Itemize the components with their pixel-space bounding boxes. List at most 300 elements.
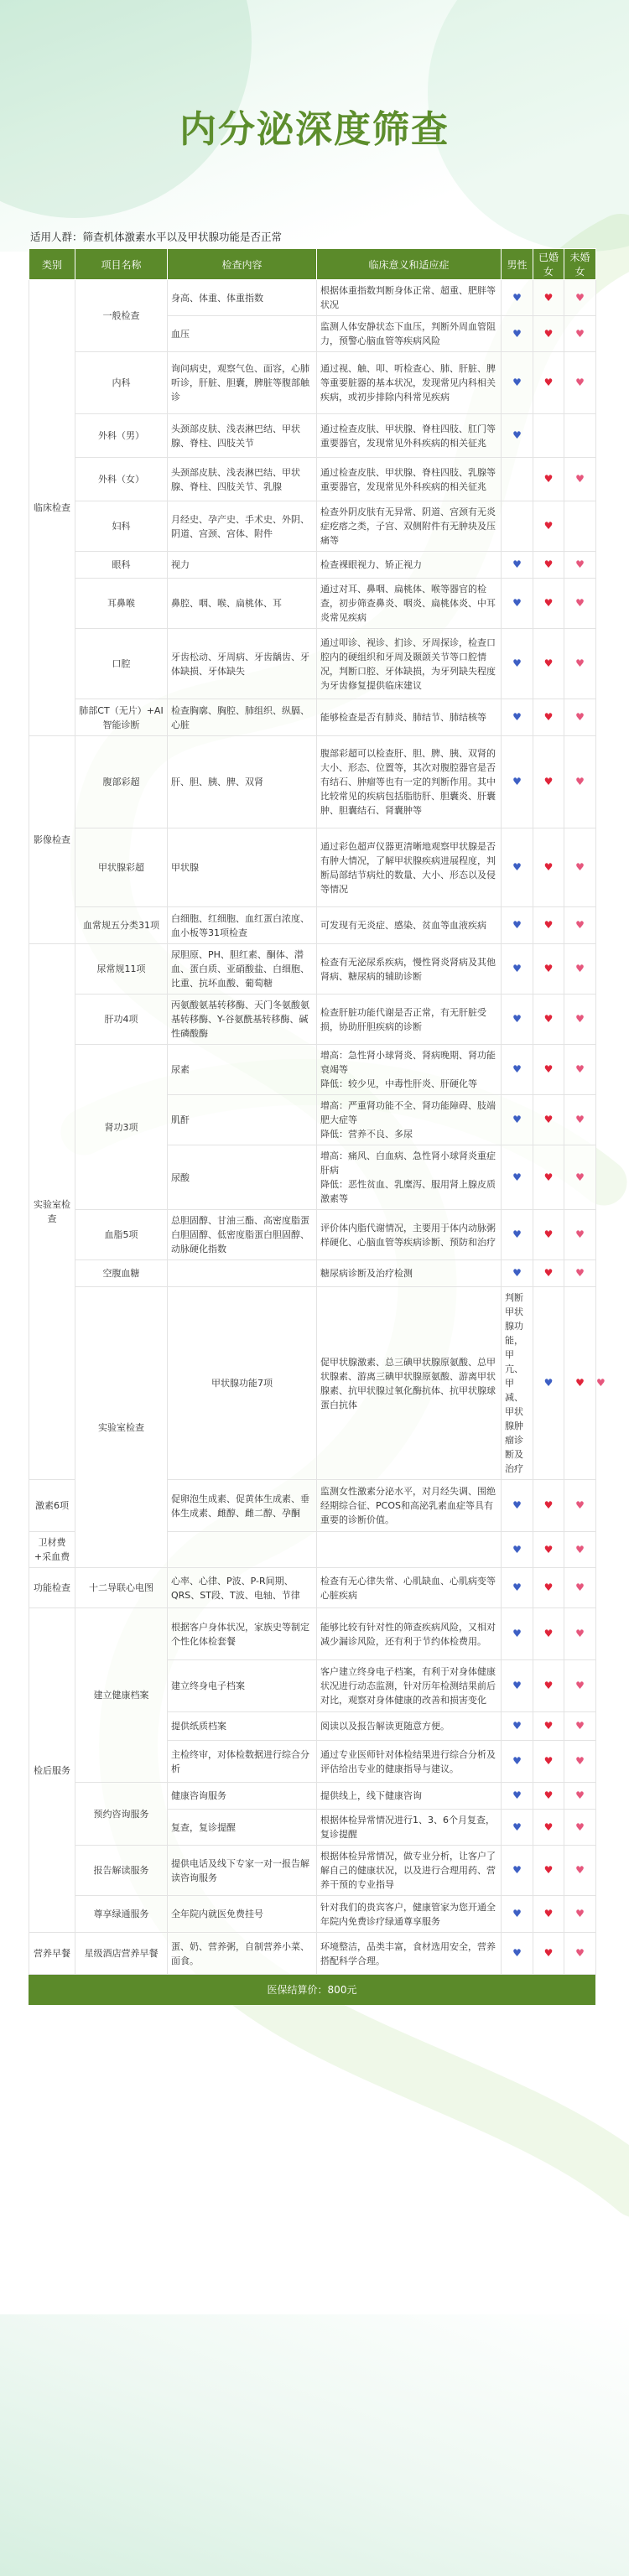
male-mark-icon: ♥ bbox=[512, 1581, 522, 1593]
male-mark-icon: ♥ bbox=[512, 558, 522, 570]
content-cell: 蛋、奶、营养粥，自制营养小菜、面食。 bbox=[168, 1933, 317, 1975]
content-cell: 总胆固醇、甘油三酯、高密度脂蛋白胆固醇、低密度脂蛋白胆固醇、动脉硬化指数 bbox=[168, 1210, 317, 1260]
meaning-cell: 根据体重指数判断身体正常、超重、肥胖等状况 bbox=[317, 280, 502, 316]
applicability-cell bbox=[502, 995, 533, 1045]
item-name-cell: 血脂5项 bbox=[75, 1210, 168, 1260]
married-female-mark-icon: ♥ bbox=[575, 1377, 585, 1389]
applicability-cell bbox=[533, 501, 564, 552]
unmarried-female-mark-icon: ♥ bbox=[575, 558, 585, 570]
content-cell: 血压 bbox=[168, 316, 317, 352]
content-cell: 视力 bbox=[168, 552, 317, 579]
male-mark-icon: ♥ bbox=[512, 597, 522, 609]
applicability-cell bbox=[564, 828, 596, 907]
applicability-cell bbox=[502, 828, 533, 907]
unmarried-female-mark-icon: ♥ bbox=[575, 861, 585, 873]
male-mark-icon: ♥ bbox=[512, 1680, 522, 1691]
table-row bbox=[29, 552, 596, 579]
male-mark-icon: ♥ bbox=[512, 1063, 522, 1075]
content-cell: 提供纸质档案 bbox=[168, 1712, 317, 1741]
male-mark-icon: ♥ bbox=[512, 1499, 522, 1511]
applicability-cell bbox=[564, 1260, 596, 1287]
meaning-cell: 通过彩色超声仪器更清晰地观察甲状腺是否有肿大情况，了解甲状腺疾病进展程度，判断局部结节病灶的数量、大小、形态以及侵等情况 bbox=[317, 828, 502, 907]
applicability-cell bbox=[502, 944, 533, 995]
item-name-cell: 建立健康档案 bbox=[75, 1608, 168, 1783]
item-name-cell: 眼科 bbox=[75, 552, 168, 579]
applicability-cell bbox=[502, 414, 533, 458]
married-female-mark-icon: ♥ bbox=[543, 473, 554, 485]
content-cell: 甲状腺 bbox=[168, 828, 317, 907]
applicability-cell bbox=[502, 1480, 533, 1532]
item-name-cell: 卫材费+采血费 bbox=[29, 1532, 75, 1568]
item-name-cell: 口腔 bbox=[75, 629, 168, 699]
married-female-mark-icon: ♥ bbox=[543, 963, 554, 974]
applicability-cell bbox=[533, 1287, 564, 1480]
unmarried-female-mark-icon: ♥ bbox=[575, 1720, 585, 1732]
header-category: 类别 bbox=[29, 249, 75, 280]
male-mark-icon: ♥ bbox=[512, 377, 522, 388]
applicability-cell bbox=[564, 552, 596, 579]
applicability-cell bbox=[533, 1741, 564, 1783]
married-female-mark-icon: ♥ bbox=[543, 1267, 554, 1279]
married-female-mark-icon: ♥ bbox=[543, 776, 554, 787]
item-name-cell: 报告解读服务 bbox=[75, 1846, 168, 1896]
married-female-mark-icon: ♥ bbox=[543, 597, 554, 609]
table-row bbox=[29, 1896, 596, 1933]
applicability-cell bbox=[533, 1810, 564, 1846]
content-cell: 促甲状腺激素、总三碘甲状腺原氨酸、总甲状腺素、游离三碘甲状腺原氨酸、游离甲状腺素、抗甲状腺过氧化酶抗体、抗甲状腺球蛋白抗体 bbox=[317, 1287, 502, 1480]
applicability-cell bbox=[502, 501, 533, 552]
page-title: 内分泌深度筛查 bbox=[179, 108, 450, 151]
applicability-cell bbox=[502, 1712, 533, 1741]
married-female-mark-icon: ♥ bbox=[543, 1864, 554, 1876]
meaning-cell: 腹部彩超可以检查肝、胆、脾、胰、双肾的大小、形态、位置等，其次对腹腔器官是否有结石、肿瘤等也有一定的判断作用。其中比较常见的疾病包括脂肪肝、胆囊炎、肝囊肿、胆囊结石、肾囊肿等 bbox=[317, 736, 502, 828]
table-row bbox=[29, 280, 596, 316]
unmarried-female-mark-icon: ♥ bbox=[575, 1114, 585, 1125]
table-row bbox=[29, 458, 596, 501]
header-item: 项目名称 bbox=[75, 249, 168, 280]
meaning-cell: 糖尿病诊断及治疗检测 bbox=[317, 1260, 502, 1287]
applicability-cell bbox=[564, 501, 596, 552]
unmarried-female-mark-icon: ♥ bbox=[575, 711, 585, 723]
checkup-sheet bbox=[29, 248, 606, 2005]
applicability-cell bbox=[564, 1608, 596, 1660]
unmarried-female-mark-icon: ♥ bbox=[575, 1628, 585, 1639]
applicability-cell bbox=[564, 629, 596, 699]
married-female-mark-icon: ♥ bbox=[543, 1013, 554, 1025]
unmarried-female-mark-icon: ♥ bbox=[575, 1171, 585, 1183]
applicability-cell bbox=[564, 736, 596, 828]
content-cell: 复查，复诊提醒 bbox=[168, 1810, 317, 1846]
table-row bbox=[29, 1783, 596, 1810]
checkup-table bbox=[29, 248, 606, 1975]
table-row bbox=[29, 736, 596, 828]
applicability-cell bbox=[564, 1210, 596, 1260]
meaning-cell: 检查有无心律失常、心肌缺血、心肌病变等心脏疾病 bbox=[317, 1568, 502, 1608]
meaning-cell: 提供线上，线下健康咨询 bbox=[317, 1783, 502, 1810]
item-name-cell: 甲状腺功能7项 bbox=[168, 1287, 317, 1480]
male-mark-icon: ♥ bbox=[512, 1114, 522, 1125]
married-female-mark-icon: ♥ bbox=[543, 657, 554, 669]
male-mark-icon: ♥ bbox=[512, 963, 522, 974]
married-female-mark-icon: ♥ bbox=[543, 1789, 554, 1801]
content-cell bbox=[168, 1260, 317, 1287]
table-row bbox=[29, 995, 596, 1045]
applicability-cell bbox=[502, 1568, 533, 1608]
item-name-cell: 肾功3项 bbox=[75, 1045, 168, 1210]
content-cell: 月经史、孕产史、手术史、外阴、阴道、宫颈、宫体、附件 bbox=[168, 501, 317, 552]
unmarried-female-mark-icon: ♥ bbox=[575, 1820, 585, 1833]
meaning-cell: 通过叩诊、视诊、扪诊、牙周探诊，检查口腔内的硬组织和牙周及颞颌关节等口腔情况，判断口腔、牙体缺损，为牙列缺失程度为牙齿修复提供临床建议 bbox=[317, 629, 502, 699]
table-row bbox=[29, 1287, 596, 1480]
applicability-cell bbox=[533, 579, 564, 629]
table-row bbox=[29, 352, 596, 414]
applicability-cell bbox=[502, 1045, 533, 1095]
married-female-mark-icon: ♥ bbox=[543, 1755, 554, 1767]
applicability-cell bbox=[533, 736, 564, 828]
married-female-mark-icon: ♥ bbox=[543, 1908, 554, 1919]
applicability-cell bbox=[564, 1095, 596, 1145]
applicability-cell bbox=[502, 552, 533, 579]
unmarried-female-mark-icon: ♥ bbox=[575, 1543, 585, 1555]
table-row bbox=[29, 1260, 596, 1287]
content-cell: 肝、胆、胰、脾、双肾 bbox=[168, 736, 317, 828]
male-mark-icon: ♥ bbox=[512, 291, 522, 304]
content-cell: 头颈部皮肤、浅表淋巴结、甲状腺、脊柱、四肢关节 bbox=[168, 414, 317, 458]
unmarried-female-mark-icon: ♥ bbox=[575, 1499, 585, 1511]
married-female-mark-icon: ♥ bbox=[543, 1228, 554, 1240]
applicability-cell bbox=[533, 316, 564, 352]
applicability-cell bbox=[502, 1810, 533, 1846]
applicability-cell bbox=[502, 1532, 533, 1568]
meaning-cell: 根据体检异常情况，做专业分析，让客户了解自己的健康状况，以及进行合理用药、营养干预的专业指导 bbox=[317, 1846, 502, 1896]
target-audience: 适用人群：筛查机体激素水平以及甲状腺功能是否正常 bbox=[30, 231, 283, 243]
footer-background bbox=[0, 2314, 629, 2576]
content-cell: 健康咨询服务 bbox=[168, 1783, 317, 1810]
unmarried-female-mark-icon: ♥ bbox=[575, 291, 585, 304]
content-cell: 鼻腔、咽、喉、扁桃体、耳 bbox=[168, 579, 317, 629]
header-meaning: 临床意义和适应症 bbox=[317, 249, 502, 280]
content-cell: 提供电话及线下专家一对一报告解读咨询服务 bbox=[168, 1846, 317, 1896]
table-row bbox=[29, 1045, 596, 1095]
table-row bbox=[29, 1846, 596, 1896]
content-cell: 全年院内就医免费挂号 bbox=[168, 1896, 317, 1933]
unmarried-female-mark-icon: ♥ bbox=[575, 1267, 585, 1279]
applicability-cell bbox=[533, 1045, 564, 1095]
meaning-cell: 根据体检异常情况进行1、3、6个月复查，复诊提醒 bbox=[317, 1810, 502, 1846]
unmarried-female-mark-icon: ♥ bbox=[575, 919, 585, 931]
applicability-cell bbox=[533, 1145, 564, 1210]
meaning-cell: 可发现有无炎症、感染、贫血等血液疾病 bbox=[317, 907, 502, 944]
item-name-cell: 星级酒店营养早餐 bbox=[75, 1933, 168, 1975]
unmarried-female-mark-icon: ♥ bbox=[575, 1908, 585, 1919]
unmarried-female-mark-icon: ♥ bbox=[575, 776, 585, 787]
meaning-cell: 监测女性激素分泌水平，对月经失调、围绝经期综合征、PCOS和高泌乳素血症等具有重要的诊断价值。 bbox=[317, 1480, 502, 1532]
table-row bbox=[29, 1568, 596, 1608]
meaning-cell: 环境整洁，品类丰富，食材选用安全，营养搭配科学合理。 bbox=[317, 1933, 502, 1975]
unmarried-female-mark-icon: ♥ bbox=[575, 597, 585, 609]
applicability-cell bbox=[533, 352, 564, 414]
male-mark-icon: ♥ bbox=[512, 1720, 522, 1732]
meaning-cell: 客户建立终身电子档案，有利于对身体健康状况进行动态监测，针对历年检测结果前后对比，观察对身体健康的改善和损害变化 bbox=[317, 1660, 502, 1712]
content-cell: 建立终身电子档案 bbox=[168, 1660, 317, 1712]
table-row bbox=[29, 828, 596, 907]
content-cell: 尿胆原、PH、胆红素、酮体、潜血、蛋白质、亚硝酸盐、白细胞、比重、抗坏血酸、葡萄糖 bbox=[168, 944, 317, 995]
table-row bbox=[29, 1210, 596, 1260]
married-female-mark-icon: ♥ bbox=[543, 1063, 554, 1075]
applicability-cell bbox=[564, 944, 596, 995]
meaning-cell: 能够检查是否有肺炎、肺结节、肺结核等 bbox=[317, 699, 502, 736]
content-cell: 丙氨酸氨基转移酶、天门冬氨酸氨基转移酶、Y-谷氨酰基转移酶、碱性磷酸酶 bbox=[168, 995, 317, 1045]
table-row bbox=[29, 629, 596, 699]
applicability-cell bbox=[564, 1045, 596, 1095]
item-name-cell: 血常规五分类31项 bbox=[75, 907, 168, 944]
unmarried-female-mark-icon: ♥ bbox=[575, 1789, 585, 1801]
male-mark-icon: ♥ bbox=[512, 429, 522, 441]
total-price: 医保结算价：800元 bbox=[29, 1975, 595, 2005]
applicability-cell bbox=[502, 1896, 533, 1933]
applicability-cell bbox=[533, 828, 564, 907]
applicability-cell bbox=[533, 1783, 564, 1810]
married-female-mark-icon: ♥ bbox=[543, 1680, 554, 1691]
header-married-female: 已婚女 bbox=[533, 249, 564, 280]
table-row bbox=[29, 579, 596, 629]
male-mark-icon: ♥ bbox=[512, 1864, 522, 1876]
male-mark-icon: ♥ bbox=[512, 711, 522, 723]
male-mark-icon: ♥ bbox=[512, 1228, 522, 1240]
male-mark-icon: ♥ bbox=[512, 919, 522, 931]
applicability-cell bbox=[533, 1660, 564, 1712]
item-name-cell: 外科（男） bbox=[75, 414, 168, 458]
item-name-cell: 肝功4项 bbox=[75, 995, 168, 1045]
unmarried-female-mark-icon: ♥ bbox=[596, 1377, 606, 1389]
applicability-cell bbox=[564, 1568, 596, 1608]
category-cell: 功能检查 bbox=[29, 1568, 75, 1608]
applicability-cell bbox=[533, 1608, 564, 1660]
table-row bbox=[29, 1933, 596, 1975]
content-cell: 心率、心律、P波、P-R间期、QRS、ST段、T波、电轴、节律 bbox=[168, 1568, 317, 1608]
applicability-cell bbox=[533, 907, 564, 944]
applicability-cell bbox=[564, 1145, 596, 1210]
table-row bbox=[29, 414, 596, 458]
category-cell: 临床检查 bbox=[29, 280, 75, 736]
unmarried-female-mark-icon: ♥ bbox=[575, 1680, 585, 1691]
category-cell: 实验室检查 bbox=[29, 944, 75, 1480]
married-female-mark-icon: ♥ bbox=[543, 1947, 554, 1959]
applicability-cell bbox=[564, 1741, 596, 1783]
table-row bbox=[29, 501, 596, 552]
married-female-mark-icon: ♥ bbox=[543, 1720, 554, 1732]
item-name-cell: 内科 bbox=[75, 352, 168, 414]
unmarried-female-mark-icon: ♥ bbox=[575, 1755, 585, 1767]
unmarried-female-mark-icon: ♥ bbox=[575, 657, 585, 669]
applicability-cell bbox=[564, 1480, 596, 1532]
applicability-cell bbox=[502, 352, 533, 414]
applicability-cell bbox=[564, 995, 596, 1045]
content-cell: 白细胞、红细胞、血红蛋白浓度、血小板等31项检查 bbox=[168, 907, 317, 944]
category-cell: 影像检查 bbox=[29, 736, 75, 944]
unmarried-female-mark-icon: ♥ bbox=[575, 963, 585, 974]
male-mark-icon: ♥ bbox=[512, 1543, 522, 1555]
male-mark-icon: ♥ bbox=[512, 1908, 522, 1919]
meaning-cell: 通过检查皮肤、甲状腺、脊柱四肢、乳腺等重要器官，发现常见外科疾病的相关征兆 bbox=[317, 458, 502, 501]
content-cell: 牙齿松动、牙周病、牙齿龋齿、牙体缺损、牙体缺失 bbox=[168, 629, 317, 699]
meaning-cell: 通过视、触、叩、听检查心、肺、肝脏、脾等重要脏器的基本状况，发现常见内科相关疾病，或初步排除内科常见疾病 bbox=[317, 352, 502, 414]
applicability-cell bbox=[533, 414, 564, 458]
item-name-cell: 十二导联心电图 bbox=[75, 1568, 168, 1608]
applicability-cell bbox=[502, 699, 533, 736]
applicability-cell bbox=[502, 458, 533, 501]
header-male: 男性 bbox=[502, 249, 533, 280]
meaning-cell: 针对我们的贵宾客户，健康管家为您开通全年院内免费诊疗绿通尊享服务 bbox=[317, 1896, 502, 1933]
applicability-cell bbox=[564, 316, 596, 352]
married-female-mark-icon: ♥ bbox=[543, 291, 554, 304]
applicability-cell bbox=[502, 1846, 533, 1896]
meaning-cell: 检查外阴皮肤有无异常、阴道、宫颈有无炎症疙瘩之类，子宫、双侧附件有无肿块及压痛等 bbox=[317, 501, 502, 552]
unmarried-female-mark-icon: ♥ bbox=[575, 1864, 585, 1876]
married-female-mark-icon: ♥ bbox=[543, 1114, 554, 1125]
applicability-cell bbox=[502, 629, 533, 699]
applicability-cell bbox=[533, 1846, 564, 1896]
item-name-cell: 外科（女） bbox=[75, 458, 168, 501]
item-name-cell: 预约咨询服务 bbox=[75, 1783, 168, 1846]
item-name-cell: 一般检查 bbox=[75, 280, 168, 352]
category-cell: 营养早餐 bbox=[29, 1933, 75, 1975]
male-mark-icon: ♥ bbox=[512, 776, 522, 787]
applicability-cell bbox=[533, 280, 564, 316]
married-female-mark-icon: ♥ bbox=[543, 1171, 554, 1183]
unmarried-female-mark-icon: ♥ bbox=[575, 1228, 585, 1240]
content-cell: 肌酐 bbox=[168, 1095, 317, 1145]
meaning-cell: 判断甲状腺功能，甲亢、甲减、甲状腺肿瘤诊断及治疗 bbox=[502, 1287, 533, 1480]
item-name-cell: 空腹血糖 bbox=[75, 1260, 168, 1287]
content-cell: 身高、体重、体重指数 bbox=[168, 280, 317, 316]
item-name-cell: 尿常规11项 bbox=[75, 944, 168, 995]
applicability-cell bbox=[533, 1095, 564, 1145]
category-cell: 检后服务 bbox=[29, 1608, 75, 1933]
content-cell: 询问病史，观察气色、面容，心肺听诊，肝脏、胆囊，脾脏等腹部触诊 bbox=[168, 352, 317, 414]
content-cell: 促卵泡生成素、促黄体生成素、垂体生成素、雌醇、雌二醇、孕酮 bbox=[168, 1480, 317, 1532]
table-row bbox=[29, 1608, 596, 1660]
applicability-cell bbox=[502, 1095, 533, 1145]
applicability-cell bbox=[502, 1210, 533, 1260]
applicability-cell bbox=[533, 1568, 564, 1608]
item-name-cell: 耳鼻喉 bbox=[75, 579, 168, 629]
applicability-cell bbox=[564, 1783, 596, 1810]
content-cell: 根据客户身体状况，家族史等制定个性化体检套餐 bbox=[168, 1608, 317, 1660]
applicability-cell bbox=[564, 1846, 596, 1896]
applicability-cell bbox=[533, 699, 564, 736]
applicability-cell bbox=[533, 1480, 564, 1532]
meaning-cell: 检查肝脏功能代谢是否正常，有无肝脏受损，协助肝胆疾病的诊断 bbox=[317, 995, 502, 1045]
header-unmarried-female: 未婚女 bbox=[564, 249, 596, 280]
married-female-mark-icon: ♥ bbox=[543, 377, 554, 388]
married-female-mark-icon: ♥ bbox=[543, 1581, 554, 1593]
male-mark-icon: ♥ bbox=[512, 1755, 522, 1767]
applicability-cell bbox=[564, 579, 596, 629]
meaning-cell: 增高：痛风、白血病、急性肾小球肾炎重症肝病 降低：恶性贫血、乳糜泻、服用肾上腺皮质激素等 bbox=[317, 1145, 502, 1210]
applicability-cell bbox=[533, 944, 564, 995]
table-row bbox=[29, 944, 596, 995]
unmarried-female-mark-icon: ♥ bbox=[575, 1063, 585, 1075]
item-name-cell: 激素6项 bbox=[29, 1480, 75, 1532]
content-cell: 主检终审，对体检数据进行综合分析 bbox=[168, 1741, 317, 1783]
male-mark-icon: ♥ bbox=[512, 657, 522, 669]
content-cell: 头颈部皮肤、浅表淋巴结、甲状腺、脊柱、四肢关节、乳腺 bbox=[168, 458, 317, 501]
applicability-cell bbox=[564, 414, 596, 458]
unmarried-female-mark-icon: ♥ bbox=[575, 1947, 585, 1959]
meaning-cell: 通过检查皮肤、甲状腺、脊柱四肢、肛门等重要器官，发现常见外科疾病的相关征兆 bbox=[317, 414, 502, 458]
applicability-cell bbox=[564, 1933, 596, 1975]
married-female-mark-icon: ♥ bbox=[543, 520, 554, 532]
category-cell: 实验室检查 bbox=[75, 1287, 168, 1568]
table-header-row bbox=[29, 249, 596, 280]
applicability-cell bbox=[502, 1260, 533, 1287]
applicability-cell bbox=[533, 1210, 564, 1260]
male-mark-icon: ♥ bbox=[512, 861, 522, 873]
male-mark-icon: ♥ bbox=[512, 1171, 522, 1183]
applicability-cell bbox=[564, 1896, 596, 1933]
meaning-cell: 增高：急性肾小球肾炎、肾病晚期、肾功能衰竭等 降低：较少见，中毒性肝炎、肝硬化等 bbox=[317, 1045, 502, 1095]
male-mark-icon: ♥ bbox=[512, 1267, 522, 1279]
male-mark-icon: ♥ bbox=[543, 1377, 554, 1389]
applicability-cell bbox=[533, 552, 564, 579]
applicability-cell bbox=[502, 1783, 533, 1810]
married-female-mark-icon: ♥ bbox=[543, 861, 554, 873]
meaning-cell: 阅读以及报告解读更随意方便。 bbox=[317, 1712, 502, 1741]
married-female-mark-icon: ♥ bbox=[543, 1820, 554, 1833]
applicability-cell bbox=[502, 316, 533, 352]
applicability-cell bbox=[502, 579, 533, 629]
male-mark-icon: ♥ bbox=[512, 1820, 522, 1833]
applicability-cell bbox=[533, 1532, 564, 1568]
applicability-cell bbox=[564, 1712, 596, 1741]
male-mark-icon: ♥ bbox=[512, 1628, 522, 1639]
applicability-cell bbox=[502, 907, 533, 944]
applicability-cell bbox=[564, 352, 596, 414]
male-mark-icon: ♥ bbox=[512, 1013, 522, 1025]
applicability-cell bbox=[533, 1896, 564, 1933]
applicability-cell bbox=[564, 280, 596, 316]
item-name-cell: 肺部CT（无片）+AI智能诊断 bbox=[75, 699, 168, 736]
header-content: 检查内容 bbox=[168, 249, 317, 280]
male-mark-icon: ♥ bbox=[512, 1947, 522, 1959]
unmarried-female-mark-icon: ♥ bbox=[575, 1013, 585, 1025]
married-female-mark-icon: ♥ bbox=[543, 1543, 554, 1555]
married-female-mark-icon: ♥ bbox=[543, 1628, 554, 1639]
table-row bbox=[29, 699, 596, 736]
item-name-cell: 妇科 bbox=[75, 501, 168, 552]
unmarried-female-mark-icon: ♥ bbox=[575, 327, 585, 340]
applicability-cell bbox=[502, 280, 533, 316]
applicability-cell bbox=[564, 699, 596, 736]
applicability-cell bbox=[502, 736, 533, 828]
meaning-cell: 评价体内脂代谢情况，主要用于体内动脉粥样硬化、心脑血管等疾病诊断、预防和治疗 bbox=[317, 1210, 502, 1260]
married-female-mark-icon: ♥ bbox=[543, 327, 554, 340]
applicability-cell bbox=[502, 1145, 533, 1210]
applicability-cell bbox=[533, 1260, 564, 1287]
content-cell: 尿酸 bbox=[168, 1145, 317, 1210]
content-cell: 尿素 bbox=[168, 1045, 317, 1095]
meaning-cell: 监测人体安静状态下血压，判断外周血管阻力，预警心脑血管等疾病风险 bbox=[317, 316, 502, 352]
applicability-cell bbox=[502, 1933, 533, 1975]
item-name-cell: 腹部彩超 bbox=[75, 736, 168, 828]
applicability-cell bbox=[564, 907, 596, 944]
applicability-cell bbox=[533, 1712, 564, 1741]
content-cell bbox=[168, 1532, 317, 1568]
married-female-mark-icon: ♥ bbox=[543, 711, 554, 723]
content-cell: 检查胸廓、胸腔、肺组织、纵膈、心脏 bbox=[168, 699, 317, 736]
applicability-cell bbox=[533, 1933, 564, 1975]
